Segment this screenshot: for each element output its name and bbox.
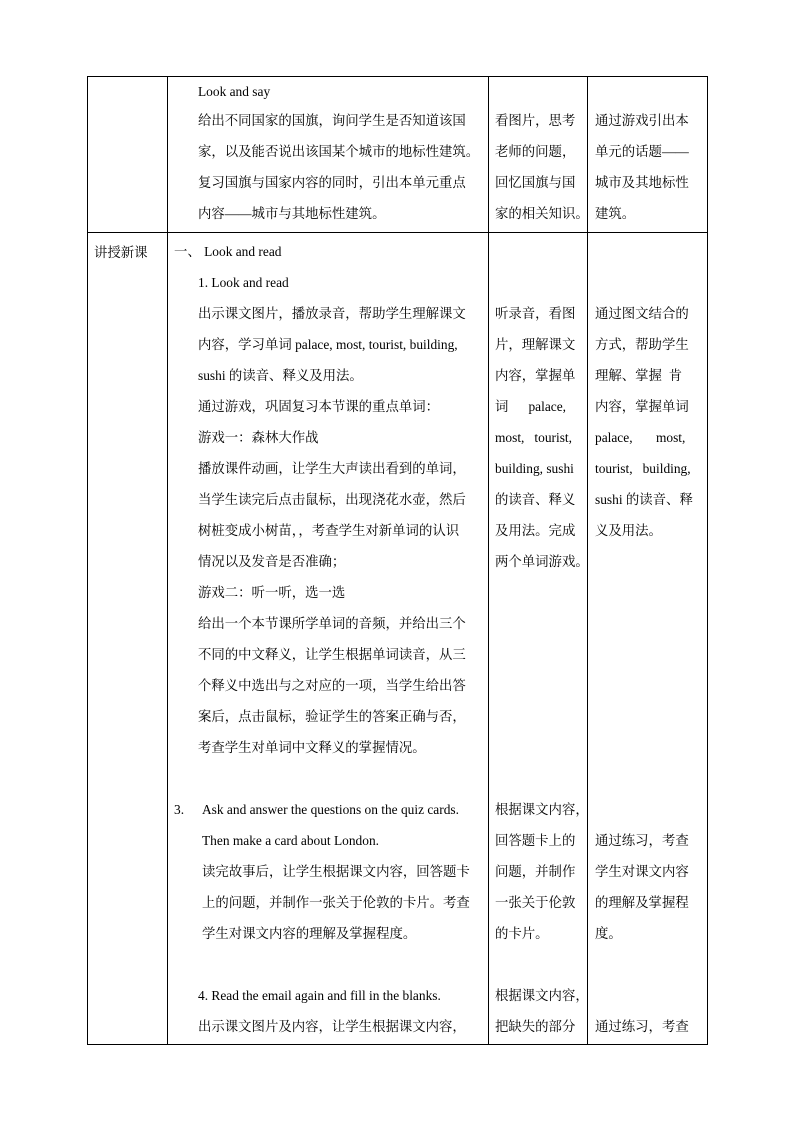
purpose-line: 的理解及掌握程 (595, 895, 689, 910)
activity-line: 游戏一：森林大作战 (198, 430, 319, 445)
purpose-line: 建筑。 (595, 206, 636, 221)
student-line: 根据课文内容， (495, 988, 589, 1003)
purpose-line: 通过练习，考查 (595, 833, 689, 848)
student-line: 问题，并制作 (495, 864, 576, 879)
student-line: 两个单词游戏。 (495, 554, 589, 569)
activity-line: Look and say (198, 84, 271, 99)
student-line: 把缺失的部分 (495, 1019, 576, 1034)
stage-cell (88, 233, 168, 1045)
teacher-activity-cell (168, 233, 489, 1045)
subsection-title: 1. Look and read (198, 275, 289, 290)
purpose-line: 理解、掌握 肯 (595, 368, 683, 383)
purpose-line: 单元的话题—— (595, 144, 689, 159)
student-line: 老师的问题， (495, 144, 576, 159)
activity-line: 个释义中选出与之对应的一项，当学生给出答 (198, 678, 466, 693)
activity-line: 出示课文图片，播放录音，帮助学生理解课文 (198, 306, 466, 321)
student-line: 回答题卡上的 (495, 833, 576, 848)
student-line: 一张关于伦敦 (495, 895, 576, 910)
student-line: 内容，掌握单 (495, 368, 576, 383)
student-activity-cell (489, 233, 588, 1045)
lesson-plan-table (87, 76, 708, 1045)
question-3-title (174, 794, 480, 825)
activity-line: 游戏二：听一听，选一选 (198, 585, 346, 600)
student-line: 看图片，思考 (495, 113, 576, 128)
student-line: 的读音、释义 (495, 492, 576, 507)
table-row (88, 233, 708, 1045)
activity-line: 内容——城市与其地标性建筑。 (198, 206, 386, 221)
purpose-line: 通过练习，考查 (595, 1019, 689, 1034)
teacher-activity-cell (168, 77, 489, 233)
purpose-line: 义及用法。 (595, 523, 662, 538)
activity-line: 上的问题，并制作一张关于伦敦的卡片。考查 (202, 895, 470, 910)
activity-line: sushi 的读音、释义及用法。 (198, 368, 363, 383)
purpose-line: 通过游戏引出本 (595, 113, 689, 128)
activity-line: 给出一个本节课所学单词的音频，并给出三个 (198, 616, 466, 631)
table-row (88, 77, 708, 233)
activity-line: 学生对课文内容的理解及掌握程度。 (202, 926, 417, 941)
purpose-cell (588, 77, 708, 233)
purpose-cell (588, 233, 708, 1045)
student-line: 片，理解课文 (495, 337, 576, 352)
activity-line: 考查学生对单词中文释义的掌握情况。 (198, 740, 426, 755)
student-line: building, sushi (495, 461, 574, 476)
activity-line: 给出不同国家的国旗，询问学生是否知道该国 (198, 113, 466, 128)
purpose-line: palace, most, (595, 430, 686, 445)
student-line: 回忆国旗与国 (495, 175, 576, 190)
student-line: 词 palace, (495, 399, 567, 414)
section-heading: 一、 Look and read (174, 244, 282, 259)
purpose-line: 学生对课文内容 (595, 864, 689, 879)
activity-line: 复习国旗与国家内容的同时，引出本单元重点 (198, 175, 466, 190)
purpose-line: 度。 (595, 926, 622, 941)
purpose-line: 城市及其地标性 (595, 175, 689, 190)
student-line: most, tourist, (495, 430, 573, 445)
activity-line: 不同的中文释义，让学生根据单词读音，从三 (198, 647, 466, 662)
student-line: 及用法。完成 (495, 523, 576, 538)
purpose-line: 通过图文结合的 (595, 306, 689, 321)
purpose-line: tourist, building, (595, 461, 691, 476)
stage-label: 讲授新课 (94, 245, 148, 260)
purpose-line: 方式，帮助学生 (595, 337, 689, 352)
activity-line: 当学生读完后点击鼠标，出现浇花水壶，然后 (198, 492, 466, 507)
activity-line: 家，以及能否说出该国某个城市的地标性建筑。 (198, 144, 480, 159)
student-line: 根据课文内容， (495, 802, 589, 817)
student-line: 的卡片。 (495, 926, 549, 941)
activity-line: 树桩变成小树苗，，考查学生对新单词的认识 (198, 523, 460, 538)
purpose-line: 内容，掌握单词 (595, 399, 689, 414)
activity-line: 案后，点击鼠标，验证学生的答案正确与否， (198, 709, 466, 724)
activity-line: 读完故事后，让学生根据课文内容，回答题卡 (202, 864, 470, 879)
question-text: Ask and answer the questions on the quiz cards. (202, 802, 459, 817)
purpose-line: sushi 的读音、释 (595, 492, 693, 507)
activity-line: 播放课件动画，让学生大声读出看到的单词， (198, 461, 466, 476)
student-line: 听录音，看图 (495, 306, 576, 321)
question-4-title: 4. Read the email again and fill in the blanks. (198, 988, 441, 1003)
question-3-title-cont: Then make a card about London. (202, 833, 379, 848)
student-line: 家的相关知识。 (495, 206, 589, 221)
activity-line: 通过游戏，巩固复习本节课的重点单词： (198, 399, 440, 414)
activity-line: 内容，学习单词 palace, most, tourist, building, (198, 337, 458, 352)
stage-cell-empty (88, 77, 168, 233)
student-activity-cell (489, 77, 588, 233)
activity-line: 出示课文图片及内容，让学生根据课文内容， (198, 1019, 466, 1034)
question-number: 3. (174, 802, 185, 817)
activity-line: 情况以及发音是否准确； (198, 554, 346, 569)
